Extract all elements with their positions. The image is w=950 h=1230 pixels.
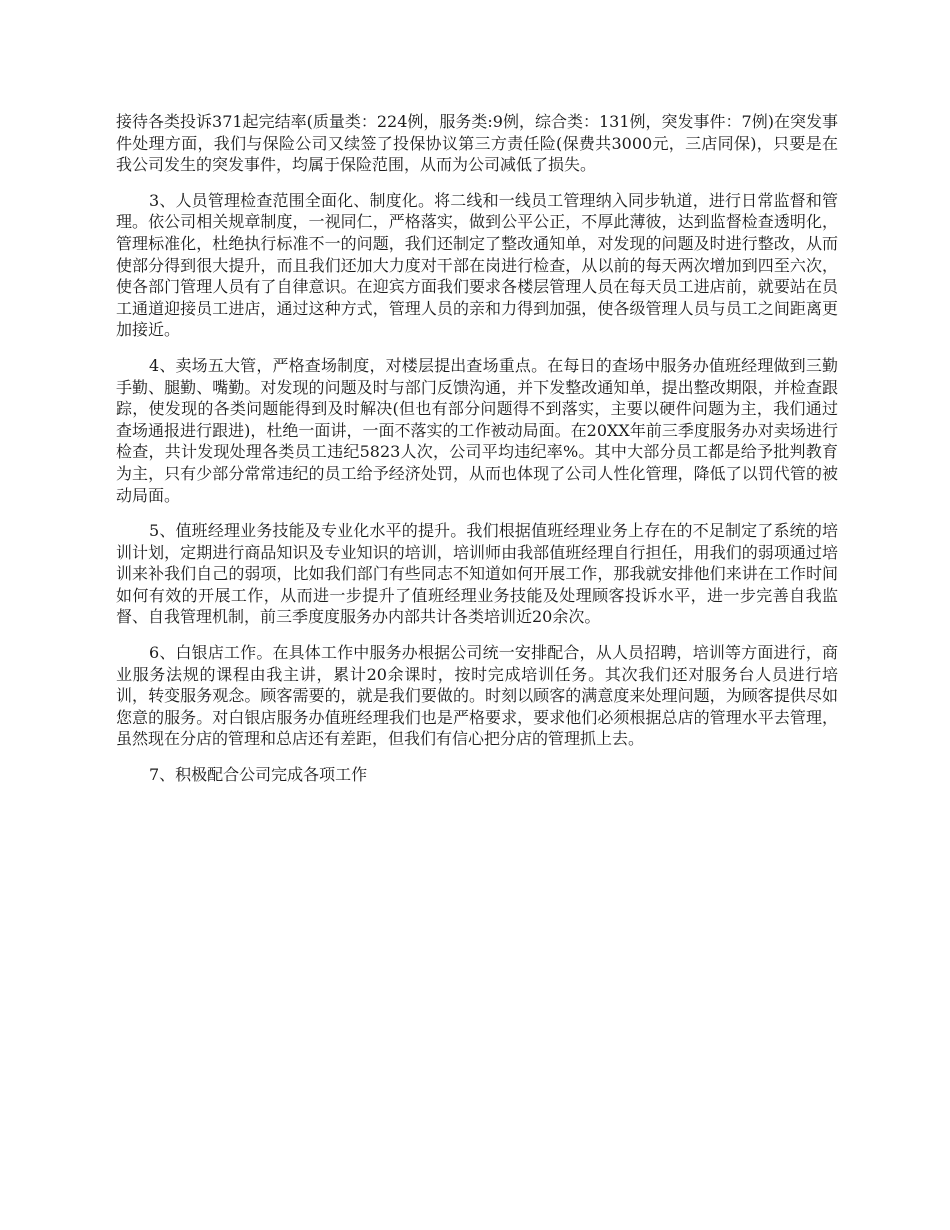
paragraph-baiyin-store: 6、白银店工作。在具体工作中服务办根据公司统一安排配合，从人员招聘，培训等方面进行，商业服务法规的课程由我主讲，累计20余课时，按时完成培训任务。其次我们还对服务台人员进行培训，转变服务观念。顾客需要的，就是我们要做的。时刻以顾客的满意度来处理问题，为顾客提供尽如您意的服务。对白银店服务办值班经理我们也是严格要求，要求他们必须根据总店的管理水平去管理，虽然现在分店的管理和总店还有差距，但我们有信心把分店的管理抓上去。 bbox=[116, 643, 838, 749]
paragraph-complaints-summary: 接待各类投诉371起完结率(质量类：224例，服务类:9例，综合类：131例，突发事件：7例)在突发事件处理方面，我们与保险公司又续签了投保协议第三方责任险(保费共3000元，三店同保)，只要是在我公司发生的突发事件，均属于保险范围，从而为公司减低了损失。 bbox=[116, 112, 838, 175]
paragraph-duty-manager-training: 5、值班经理业务技能及专业化水平的提升。我们根据值班经理业务上存在的不足制定了系统的培训计划，定期进行商品知识及专业知识的培训，培训师由我部值班经理自行担任，用我们的弱项通过培训来补我们自己的弱项，比如我们部门有些同志不知道如何开展工作，那我就安排他们来讲在工作时间如何有效的开展工作，从而进一步提升了值班经理业务技能及处理顾客投诉水平，进一步完善自我监督、自我管理机制，前三季度度服务办内部共计各类培训近20余次。 bbox=[116, 521, 838, 627]
paragraph-sales-floor-inspection: 4、卖场五大管，严格查场制度，对楼层提出查场重点。在每日的查场中服务办值班经理做到三勤手勤、腿勤、嘴勤。对发现的问题及时与部门反馈沟通，并下发整改通知单，提出整改期限，并检查跟踪，使发现的各类问题能得到及时解决(但也有部分问题得不到落实，主要以硬件问题为主，我们通过查场通报进行跟进)，杜绝一面讲，一面不落实的工作被动局面。在20XX年前三季度服务办对卖场进行检查，共计发现处理各类员工违纪5823人次，公司平均违纪率%。其中大部分员工都是给予批判教育为主，只有少部分常常违纪的员工给予经济处罚，从而也体现了公司人性化管理，降低了以罚代管的被动局面。 bbox=[116, 355, 838, 505]
paragraph-cooperate-with-company: 7、积极配合公司完成各项工作 bbox=[149, 765, 368, 785]
document-body bbox=[116, 111, 838, 800]
paragraph-personnel-management: 3、人员管理检查范围全面化、制度化。将二线和一线员工管理纳入同步轨道，进行日常监督和管理。依公司相关规章制度，一视同仁，严格落实，做到公平公正，不厚此薄彼，达到监督检查透明化，管理标准化，杜绝执行标准不一的问题，我们还制定了整改通知单，对发现的问题及时进行整改，从而使部分得到很大提升，而且我们还加大力度对干部在岗进行检查，从以前的每天两次增加到四至六次，使各部门管理人员有了自律意识。在迎宾方面我们要求各楼层管理人员在每天员工进店前，就要站在员工通道迎接员工进店，通过这种方式，管理人员的亲和力得到加强，使各级管理人员与员工之间距离更加接近。 bbox=[116, 190, 838, 340]
